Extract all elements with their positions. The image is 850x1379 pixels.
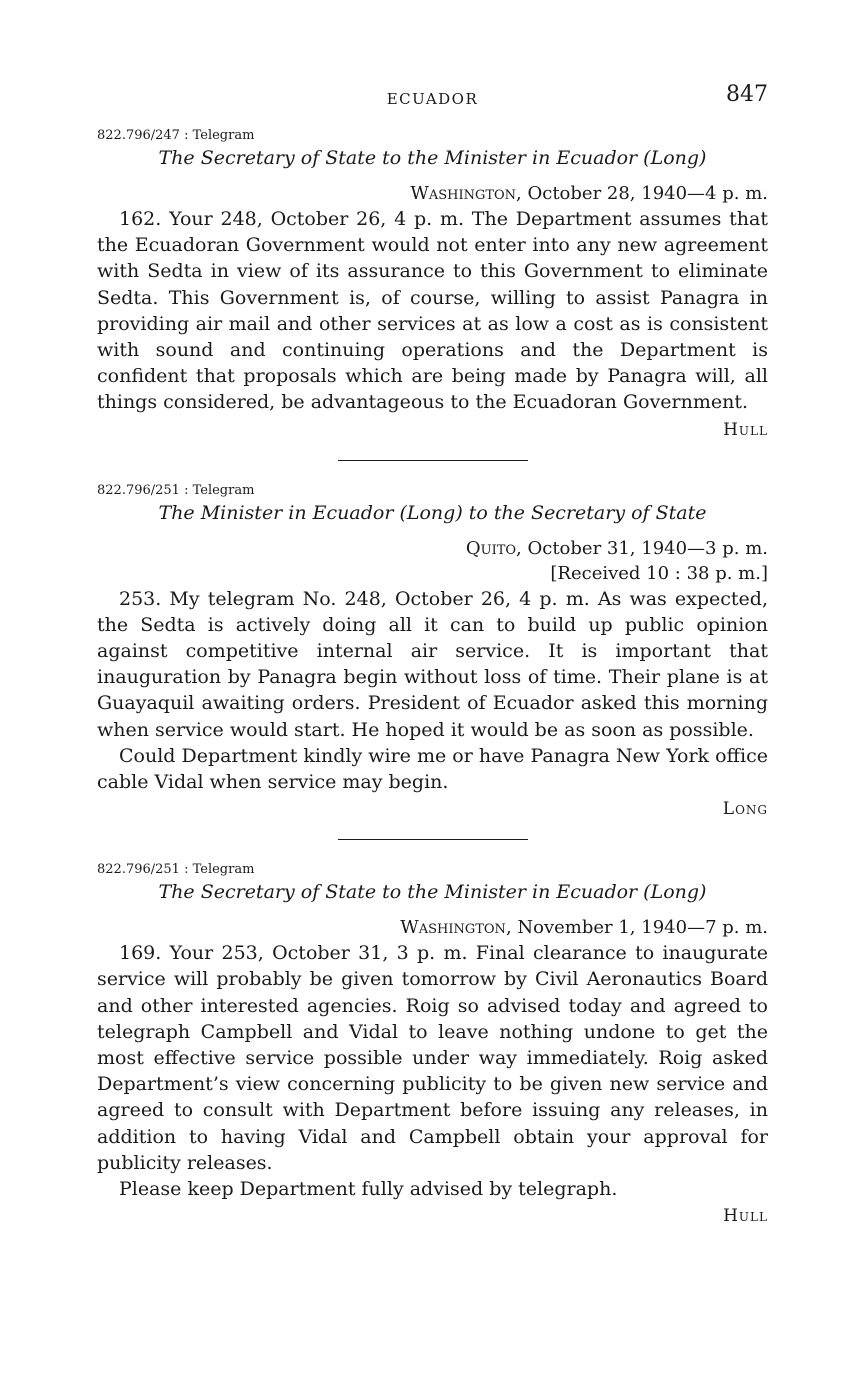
dateline-date: , November 1, 1940—7 p. m. xyxy=(505,917,768,939)
telegram-paragraph: 169. Your 253, October 31, 3 p. m. Final clearance to inaugurate service will probably be given tomorrow by Civil Aeronautics Board and other interested agencies. Roig so advised today and agreed to telegraph Campbell and Vidal to leave nothing undone to get the most effective service possible under way immediately. Roig asked Department’s view concerning publicity to be given new service and agreed to consult with Department before issuing any releases, in addition to having Vidal and Campbell obtain your approval for publicity releases. xyxy=(97,942,768,1174)
dateline-date: , October 31, 1940—3 p. m. xyxy=(516,537,768,559)
received-note: [Received 10 : 38 p. m.] xyxy=(550,562,768,584)
telegram-paragraph: 253. My telegram No. 248, October 26, 4 p. m. As was expected, the Sedta is actively doing all it can to build up public opinion against competitive internal air service. It is important that inauguration by Panagra begin without loss of time. Their plane is at Guayaquil awaiting orders. President of Ecuador asked this morning when service would start. He hoped it would be as soon as possible. xyxy=(97,587,768,741)
dateline-date: , October 28, 1940—4 p. m. xyxy=(516,183,768,204)
telegram-1 xyxy=(97,128,768,440)
dateline-place: Washington xyxy=(400,917,506,939)
running-title: ECUADOR xyxy=(386,90,479,108)
page-header xyxy=(97,80,768,120)
telegram-2 xyxy=(97,483,768,820)
file-number: 822.796/251 : Telegram xyxy=(97,862,255,878)
section-divider xyxy=(338,460,528,461)
telegram-paragraph: Could Department kindly wire me or have Panagra New York office cable Vidal when service may begin. xyxy=(97,744,768,794)
file-number: 822.796/251 : Telegram xyxy=(97,482,255,498)
telegram-title: The Secretary of State to the Minister in Ecuador (Long) xyxy=(158,147,707,169)
dateline xyxy=(97,915,768,940)
dateline-place: Quito xyxy=(465,537,517,559)
telegram-paragraph: Please keep Department fully advised by telegraph. xyxy=(119,1178,618,1201)
signature: Hull xyxy=(723,419,768,440)
dateline xyxy=(97,536,768,561)
document-page xyxy=(97,80,768,1226)
telegram-3 xyxy=(97,862,768,1226)
section-divider xyxy=(338,839,528,840)
signature: Hull xyxy=(723,1206,768,1227)
telegram-title: The Minister in Ecuador (Long) to the Secretary of State xyxy=(158,501,707,524)
dateline-place: Washington xyxy=(410,183,517,204)
telegram-paragraph: 162. Your 248, October 26, 4 p. m. The Department assumes that the Ecuadoran Government would not enter into any new agreement with Sedta in view of its assurance to this Government to eliminate Sedta. This Government is, of course, willing to assist Panagra in providing air mail and other services at as low a cost as is consistent with sound and continuing operations and the Department is confident that proposals which are being made by Panagra will, all things considered, be advantageous to the Ecuadoran Government. xyxy=(97,208,768,414)
dateline xyxy=(97,181,768,206)
signature: Long xyxy=(722,799,768,820)
telegram-title: The Secretary of State to the Minister in Ecuador (Long) xyxy=(158,881,707,904)
file-number: 822.796/247 : Telegram xyxy=(97,128,255,143)
page-number: 847 xyxy=(726,82,768,107)
